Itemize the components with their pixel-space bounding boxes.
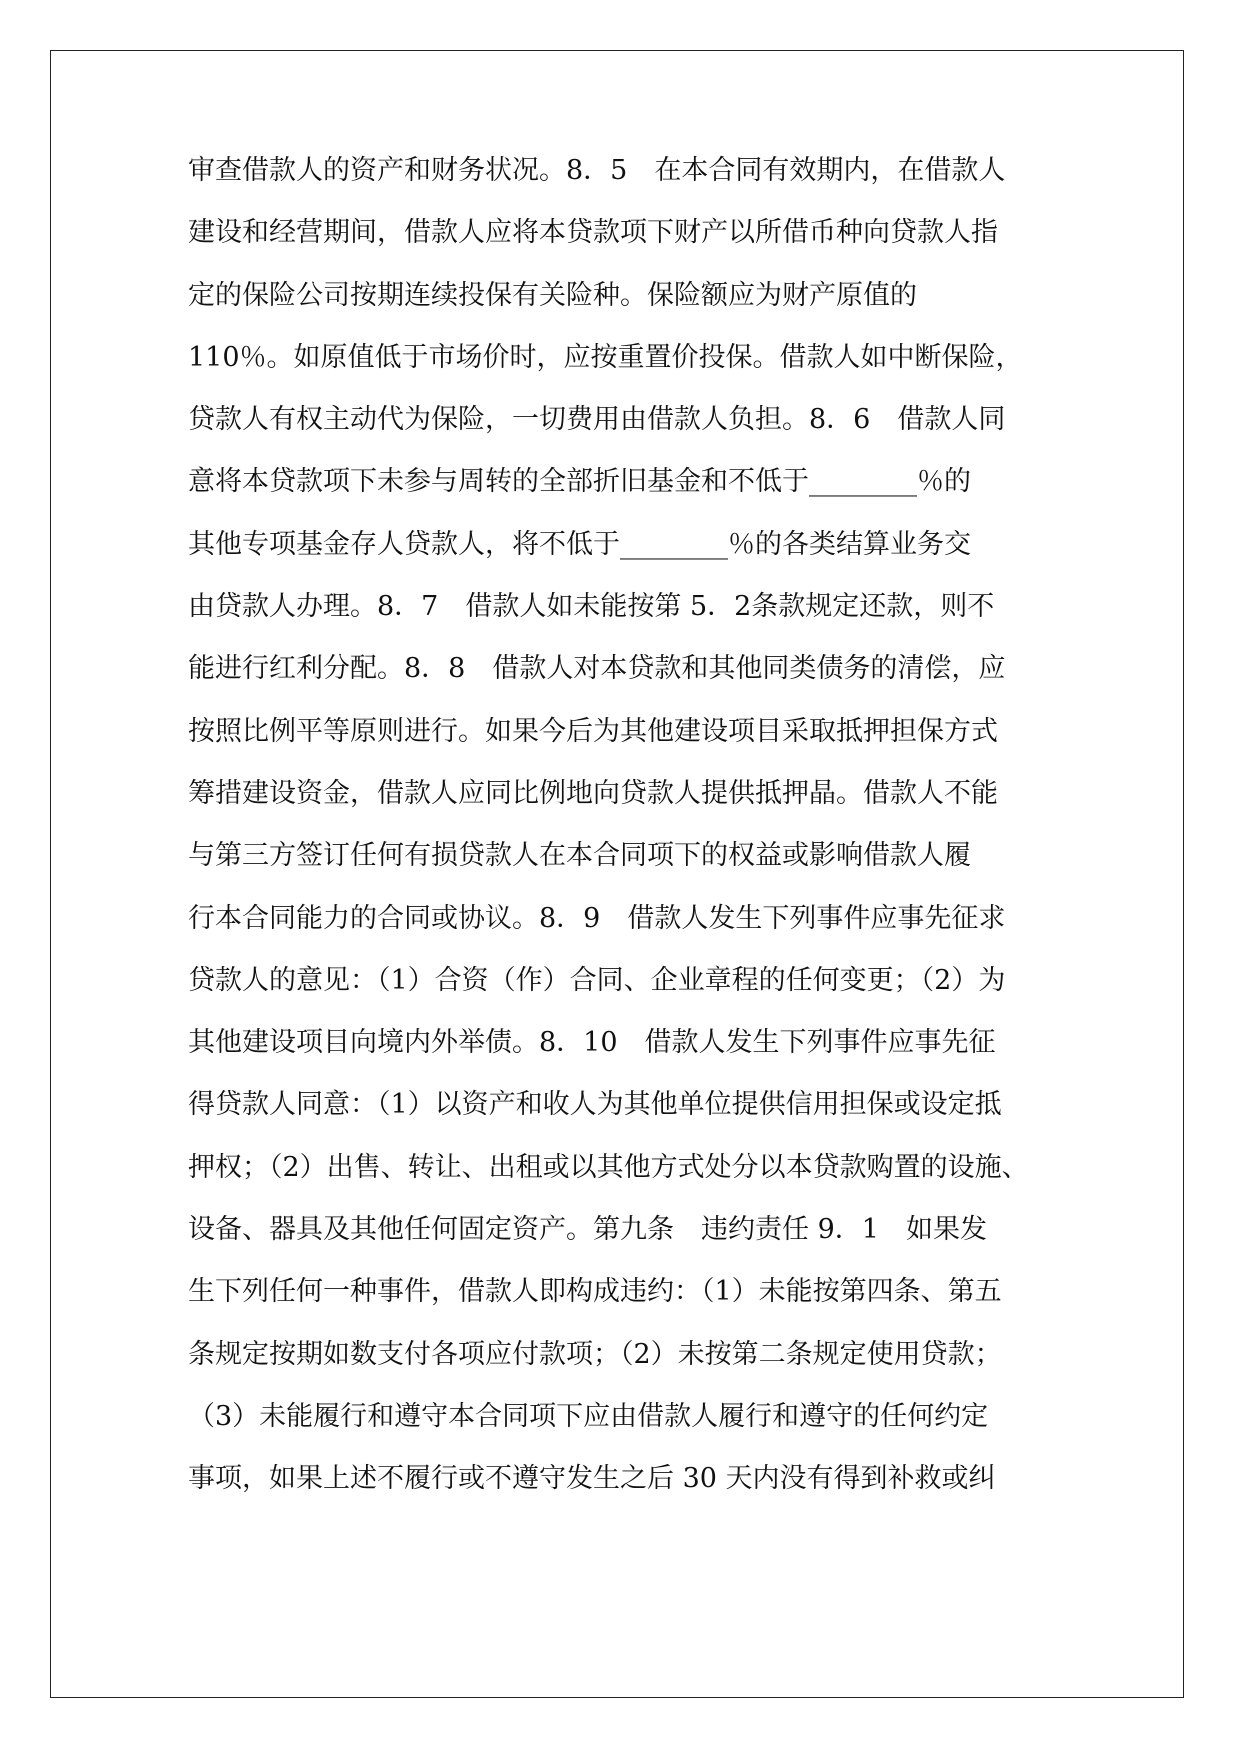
text-line: 按照比例平等原则进行。如果今后为其他建设项目采取抵押担保方式 <box>188 715 998 747</box>
text-line: 审查借款人的资产和财务状况。8．5 在本合同有效期内，在借款人 <box>188 155 1006 186</box>
text-line: 贷款人有权主动代为保险，一切费用由借款人负担。8．6 借款人同 <box>188 404 1006 436</box>
text-line: （3）未能履行和遵守本合同项下应由借款人履行和遵守的任何约定 <box>188 1400 989 1432</box>
text-line: 由贷款人办理。8．7 借款人如未能按第 5．2条款规定还款，则不 <box>188 591 995 623</box>
text-line: 其他建设项目向境内外举债。8．10 借款人发生下列事件应事先征 <box>188 1027 996 1059</box>
text-line: 意将本贷款项下未参与周转的全部折旧基金和不低于________％的 <box>188 466 971 498</box>
text-line: 设备、器具及其他任何固定资产。第九条 违约责任 9．1 如果发 <box>188 1214 987 1246</box>
text-line: 生下列任何一种事件，借款人即构成违约：（1）未能按第四条、第五 <box>188 1276 1002 1308</box>
text-line: 事项，如果上述不履行或不遵守发生之后 30 天内没有得到补救或纠 <box>188 1463 996 1495</box>
text-line: 能进行红利分配。8．8 借款人对本贷款和其他同类债务的清偿，应 <box>188 653 1006 685</box>
document-body <box>188 154 1088 1525</box>
text-line: 行本合同能力的合同或协议。8．9 借款人发生下列事件应事先征求 <box>188 902 1006 934</box>
text-line: 贷款人的意见：（1）合资（作）合同、企业章程的任何变更；（2）为 <box>188 964 1006 996</box>
text-line: 筹措建设资金，借款人应同比例地向贷款人提供抵押晶。借款人不能 <box>188 777 998 809</box>
text-line: 其他专项基金存人贷款人，将不低于________％的各类结算业务交 <box>188 528 971 560</box>
text-line: 条规定按期如数支付各项应付款项；（2）未按第二条规定使用贷款； <box>188 1338 1002 1370</box>
text-line: 110％。如原值低于市场价时，应按重置价投保。借款人如中断保险， <box>188 341 1023 373</box>
text-line: 得贷款人同意：（1）以资产和收人为其他单位提供信用担保或设定抵 <box>188 1089 1002 1121</box>
text-line: 与第三方签订任何有损贷款人在本合同项下的权益或影响借款人履 <box>188 840 971 872</box>
text-line: 押权；（2）出售、转让、出租或以其他方式处分以本贷款购置的设施、 <box>188 1151 1029 1183</box>
text-line: 建设和经营期间，借款人应将本贷款项下财产以所借币种向贷款人指 <box>188 217 998 249</box>
text-line: 定的保险公司按期连续投保有关险种。保险额应为财产原值的 <box>188 279 917 311</box>
